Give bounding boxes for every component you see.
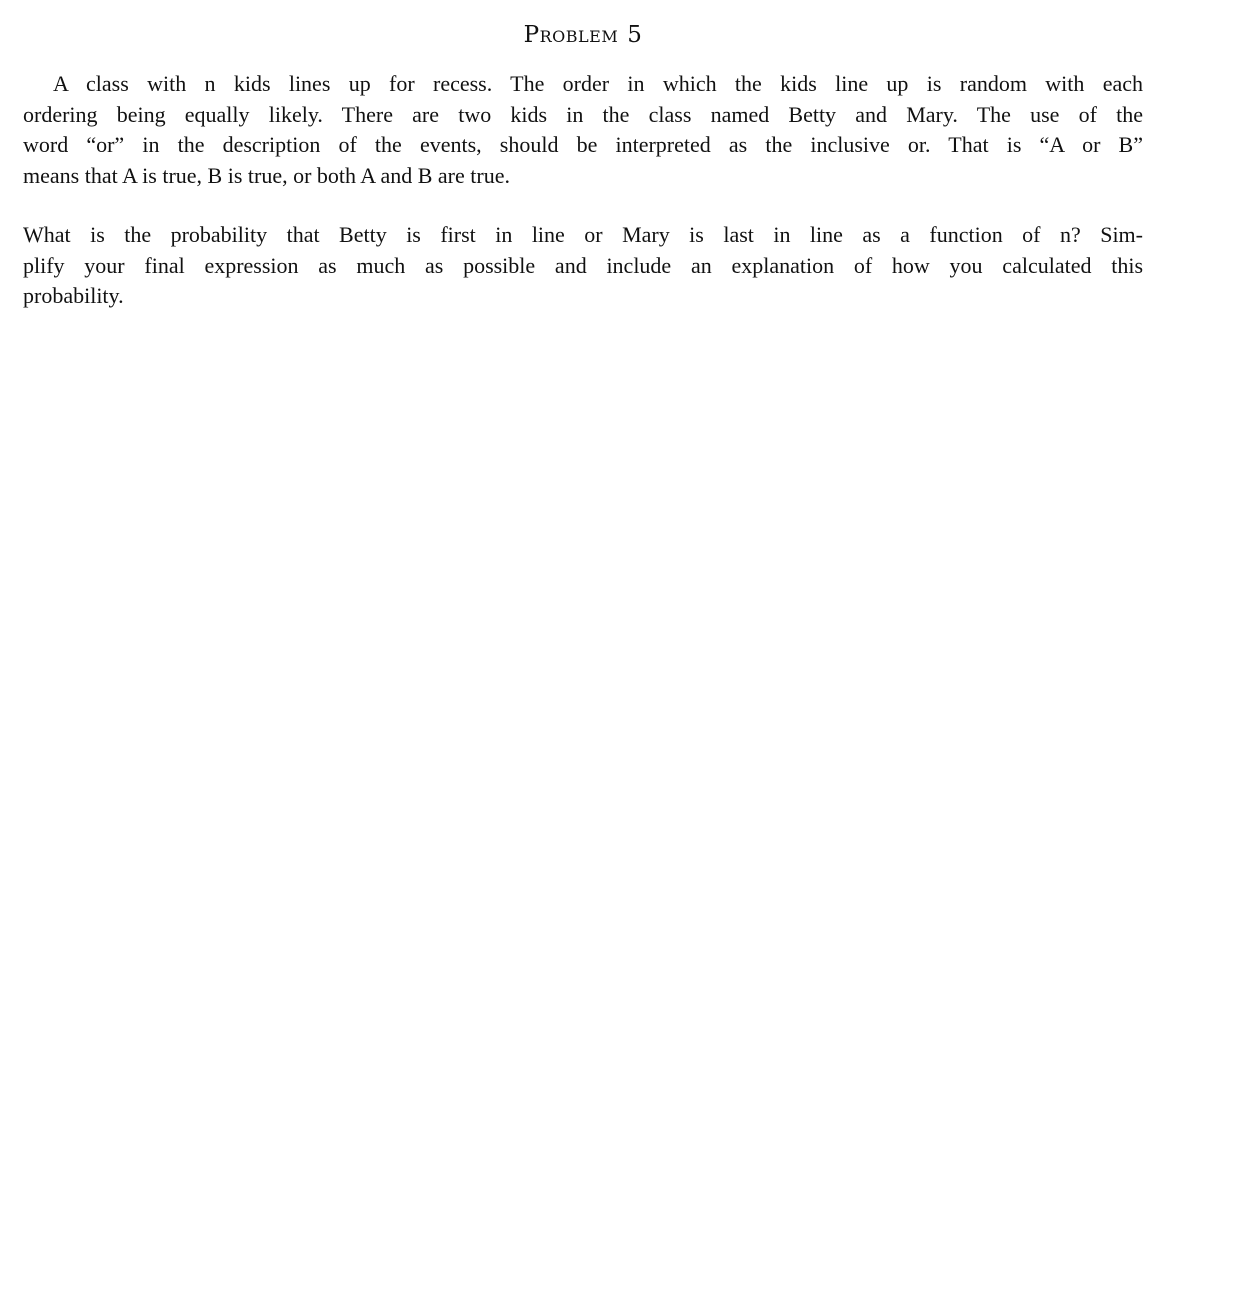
paragraph2-line-3: probability. — [23, 283, 124, 308]
paragraph1-line-4: means that A is true, B is true, or both A and B are true. — [23, 162, 510, 188]
paragraph2-line-2: plify your final expression as much as possible and include an explanation of how you calculated this — [23, 252, 1143, 278]
paragraph1-line-2: ordering being equally likely. There are two kids in the class named Betty and Mary. The use of the — [23, 101, 1143, 127]
problem-title — [23, 18, 1143, 52]
paragraph1-line-1: A class with n kids lines up for recess. The order in which the kids line up is random with each — [53, 71, 1143, 96]
document-page — [23, 18, 1143, 312]
problem-title-number: 5 — [627, 22, 643, 48]
paragraph2-line-1: What is the probability that Betty is first in line or Mary is last in line as a function of n? Sim- — [23, 222, 1143, 247]
problem-title-word: Problem — [523, 22, 619, 48]
paragraph1-line-3: word “or” in the description of the events, should be interpreted as the inclusive or. That is “A or B” — [23, 132, 1143, 157]
problem-description-paragraph — [23, 69, 1143, 191]
problem-question-paragraph — [23, 220, 1143, 312]
